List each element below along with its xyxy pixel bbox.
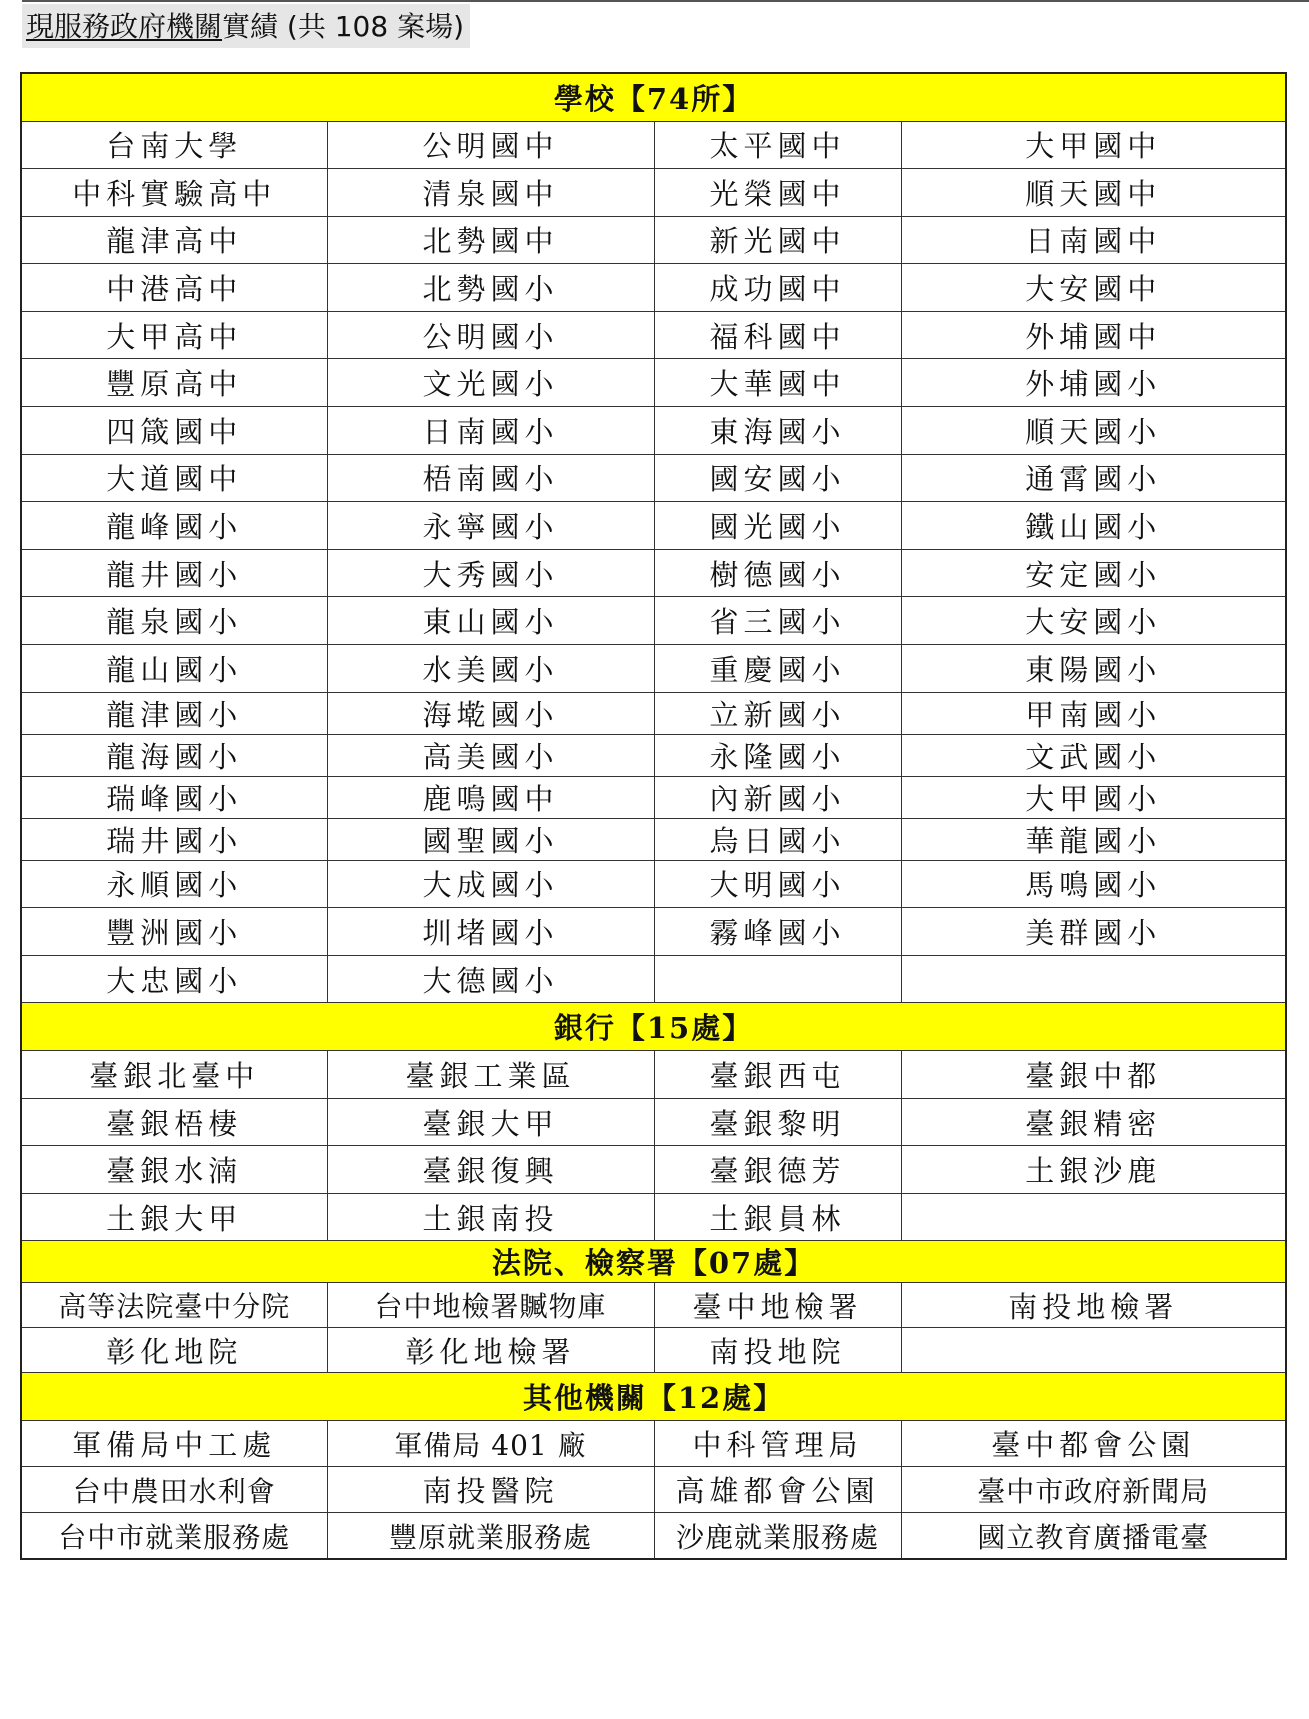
table-cell: 國聖國小 (327, 818, 654, 860)
table-row (21, 692, 1286, 734)
table-cell: 清泉國中 (327, 169, 654, 217)
table-row (21, 818, 1286, 860)
table-cell: 重慶國小 (654, 645, 901, 693)
table-cell: 水美國小 (327, 645, 654, 693)
table-cell: 樹德國小 (654, 549, 901, 597)
venue-table-body (21, 73, 1286, 1559)
table-cell: 太平國中 (654, 121, 901, 169)
table-row (21, 645, 1286, 693)
table-cell: 臺銀德芳 (654, 1146, 901, 1194)
table-row (21, 169, 1286, 217)
table-cell: 成功國中 (654, 264, 901, 312)
table-cell: 豐原高中 (21, 359, 327, 407)
table-cell: 軍備局中工處 (21, 1421, 327, 1467)
table-row (21, 1146, 1286, 1194)
table-row (21, 597, 1286, 645)
table-cell: 台中市就業服務處 (21, 1513, 327, 1559)
table-cell: 土銀員林 (654, 1193, 901, 1241)
table-cell: 沙鹿就業服務處 (654, 1513, 901, 1559)
table-cell (901, 955, 1286, 1003)
table-row (21, 1051, 1286, 1099)
table-cell: 日南國小 (327, 407, 654, 455)
table-cell: 大明國小 (654, 860, 901, 908)
table-cell: 龍泉國小 (21, 597, 327, 645)
table-row (21, 1421, 1286, 1467)
table-cell: 大德國小 (327, 955, 654, 1003)
table-cell: 大華國中 (654, 359, 901, 407)
table-cell: 大秀國小 (327, 549, 654, 597)
table-row (21, 216, 1286, 264)
top-rule (22, 0, 1309, 2)
table-row (21, 121, 1286, 169)
table-row (21, 407, 1286, 455)
section-header-row (21, 1003, 1286, 1051)
table-row (21, 1467, 1286, 1513)
table-row (21, 908, 1286, 956)
table-cell (901, 1328, 1286, 1373)
table-cell: 四箴國中 (21, 407, 327, 455)
table-cell: 龍山國小 (21, 645, 327, 693)
table-cell: 臺銀復興 (327, 1146, 654, 1194)
table-cell: 中科實驗高中 (21, 169, 327, 217)
table-cell: 福科國中 (654, 311, 901, 359)
table-row (21, 1283, 1286, 1328)
table-cell: 龍峰國小 (21, 502, 327, 550)
table-cell: 臺銀西屯 (654, 1051, 901, 1099)
table-cell: 中科管理局 (654, 1421, 901, 1467)
venue-table (20, 72, 1287, 1560)
table-cell: 光榮國中 (654, 169, 901, 217)
table-cell: 北勢國小 (327, 264, 654, 312)
table-cell: 海墘國小 (327, 692, 654, 734)
section-header-row (21, 73, 1286, 121)
table-cell: 南投地院 (654, 1328, 901, 1373)
table-cell: 臺銀精密 (901, 1098, 1286, 1146)
table-cell: 東海國小 (654, 407, 901, 455)
table-cell: 南投醫院 (327, 1467, 654, 1513)
table-row (21, 549, 1286, 597)
table-cell: 國光國小 (654, 502, 901, 550)
table-cell: 日南國中 (901, 216, 1286, 264)
table-row (21, 311, 1286, 359)
table-cell: 東陽國小 (901, 645, 1286, 693)
table-cell: 新光國中 (654, 216, 901, 264)
table-row (21, 1193, 1286, 1241)
table-cell: 土銀南投 (327, 1193, 654, 1241)
table-cell: 臺銀大甲 (327, 1098, 654, 1146)
table-cell: 高等法院臺中分院 (21, 1283, 327, 1328)
table-cell: 公明國小 (327, 311, 654, 359)
table-row (21, 860, 1286, 908)
section-header-row (21, 1241, 1286, 1283)
table-cell: 大道國中 (21, 454, 327, 502)
title-rest: 實績 (共 108 案場) (222, 10, 465, 43)
table-cell: 臺銀黎明 (654, 1098, 901, 1146)
table-cell: 瑞井國小 (21, 818, 327, 860)
table-cell: 鐵山國小 (901, 502, 1286, 550)
table-cell: 國立教育廣播電臺 (901, 1513, 1286, 1559)
table-cell: 龍海國小 (21, 734, 327, 776)
table-cell: 大甲國中 (901, 121, 1286, 169)
table-cell: 烏日國小 (654, 818, 901, 860)
section-header: 法院、檢察署【07處】 (21, 1241, 1286, 1283)
table-row (21, 502, 1286, 550)
table-cell: 豐原就業服務處 (327, 1513, 654, 1559)
table-row (21, 264, 1286, 312)
table-cell: 外埔國中 (901, 311, 1286, 359)
table-cell: 土銀沙鹿 (901, 1146, 1286, 1194)
table-cell: 台中地檢署贓物庫 (327, 1283, 654, 1328)
table-cell: 大甲高中 (21, 311, 327, 359)
table-cell: 臺銀水湳 (21, 1146, 327, 1194)
table-cell: 安定國小 (901, 549, 1286, 597)
table-cell: 臺中市政府新聞局 (901, 1467, 1286, 1513)
table-cell: 中港高中 (21, 264, 327, 312)
table-cell: 高美國小 (327, 734, 654, 776)
table-cell: 大甲國小 (901, 776, 1286, 818)
title-underlined: 現服務政府機關 (26, 10, 223, 43)
table-cell: 順天國小 (901, 407, 1286, 455)
table-cell: 臺銀北臺中 (21, 1051, 327, 1099)
section-header: 學校【74所】 (21, 73, 1286, 121)
table-cell: 立新國小 (654, 692, 901, 734)
table-cell: 內新國小 (654, 776, 901, 818)
table-cell (901, 1193, 1286, 1241)
table-cell: 軍備局 401 廠 (327, 1421, 654, 1467)
table-cell: 美群國小 (901, 908, 1286, 956)
table-cell: 永順國小 (21, 860, 327, 908)
table-cell: 臺中都會公園 (901, 1421, 1286, 1467)
table-cell: 公明國中 (327, 121, 654, 169)
table-cell: 順天國中 (901, 169, 1286, 217)
table-cell: 外埔國小 (901, 359, 1286, 407)
table-cell: 龍井國小 (21, 549, 327, 597)
table-cell: 台南大學 (21, 121, 327, 169)
table-row (21, 734, 1286, 776)
table-cell: 梧南國小 (327, 454, 654, 502)
table-cell: 大忠國小 (21, 955, 327, 1003)
table-cell: 文武國小 (901, 734, 1286, 776)
table-cell: 瑞峰國小 (21, 776, 327, 818)
table-cell: 豐洲國小 (21, 908, 327, 956)
table-cell: 龍津高中 (21, 216, 327, 264)
table-cell: 省三國小 (654, 597, 901, 645)
table-cell: 馬鳴國小 (901, 860, 1286, 908)
table-cell (654, 955, 901, 1003)
table-cell: 通霄國小 (901, 454, 1286, 502)
table-cell: 彰化地院 (21, 1328, 327, 1373)
table-cell: 彰化地檢署 (327, 1328, 654, 1373)
table-cell: 霧峰國小 (654, 908, 901, 956)
table-row (21, 1098, 1286, 1146)
table-cell: 大安國中 (901, 264, 1286, 312)
table-cell: 北勢國中 (327, 216, 654, 264)
section-header-row (21, 1373, 1286, 1421)
section-header: 其他機關【12處】 (21, 1373, 1286, 1421)
table-cell: 永寧國小 (327, 502, 654, 550)
table-row (21, 454, 1286, 502)
table-cell: 高雄都會公園 (654, 1467, 901, 1513)
table-cell: 鹿鳴國中 (327, 776, 654, 818)
table-cell: 文光國小 (327, 359, 654, 407)
table-row (21, 359, 1286, 407)
table-cell: 大成國小 (327, 860, 654, 908)
table-cell: 台中農田水利會 (21, 1467, 327, 1513)
table-cell: 臺銀工業區 (327, 1051, 654, 1099)
section-header: 銀行【15處】 (21, 1003, 1286, 1051)
table-row (21, 955, 1286, 1003)
table-row (21, 1513, 1286, 1559)
table-row (21, 776, 1286, 818)
table-cell: 大安國小 (901, 597, 1286, 645)
table-cell: 臺中地檢署 (654, 1283, 901, 1328)
table-cell: 國安國小 (654, 454, 901, 502)
table-cell: 土銀大甲 (21, 1193, 327, 1241)
table-row (21, 1328, 1286, 1373)
table-cell: 臺銀中都 (901, 1051, 1286, 1099)
table-cell: 甲南國小 (901, 692, 1286, 734)
table-cell: 南投地檢署 (901, 1283, 1286, 1328)
table-cell: 華龍國小 (901, 818, 1286, 860)
table-cell: 龍津國小 (21, 692, 327, 734)
table-cell: 圳堵國小 (327, 908, 654, 956)
table-cell: 永隆國小 (654, 734, 901, 776)
table-cell: 東山國小 (327, 597, 654, 645)
page-title (22, 4, 470, 48)
table-cell: 臺銀梧棲 (21, 1098, 327, 1146)
